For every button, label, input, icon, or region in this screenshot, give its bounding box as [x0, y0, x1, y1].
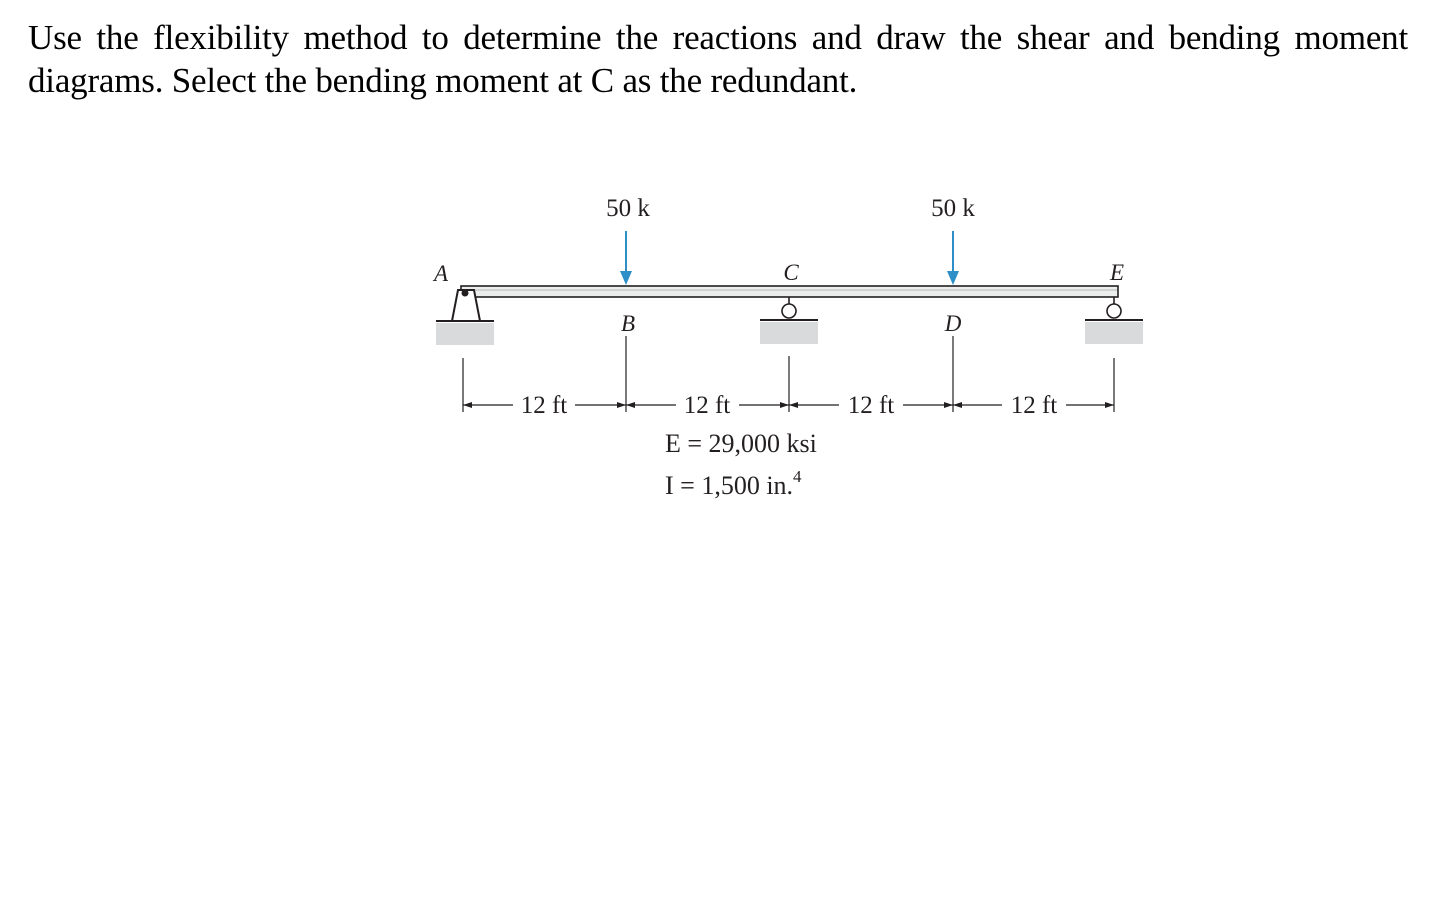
- beam: [461, 286, 1118, 297]
- point-label-d: D: [944, 311, 962, 336]
- span-label-cd: 12 ft: [847, 392, 895, 419]
- inertia-label: [665, 467, 802, 500]
- load-arrow-d: [947, 231, 959, 285]
- point-label-c: C: [783, 260, 799, 285]
- problem-statement: Use the flexibility method to determine the reactions and draw the shear and bending moment diagrams. Select the bending moment at C as the redundant.: [28, 18, 1408, 100]
- modulus-label: E = 29,000 ksi: [665, 429, 817, 458]
- pin-support-a: [436, 290, 494, 346]
- inertia-value: I = 1,500 in.: [665, 471, 794, 500]
- point-label-b: B: [620, 311, 636, 336]
- roller-support-e: [1085, 297, 1143, 344]
- load-label-b: 50 k: [606, 195, 650, 222]
- point-label-a: A: [433, 261, 449, 286]
- span-label-bc: 12 ft: [683, 392, 731, 419]
- inertia-exponent: 4: [793, 467, 802, 486]
- roller-support-c: [760, 297, 818, 344]
- load-label-d: 50 k: [931, 195, 975, 222]
- point-label-e: E: [1109, 260, 1125, 285]
- span-label-de: 12 ft: [1010, 392, 1058, 419]
- span-label-ab: 12 ft: [520, 392, 568, 419]
- load-arrow-b: [620, 231, 632, 285]
